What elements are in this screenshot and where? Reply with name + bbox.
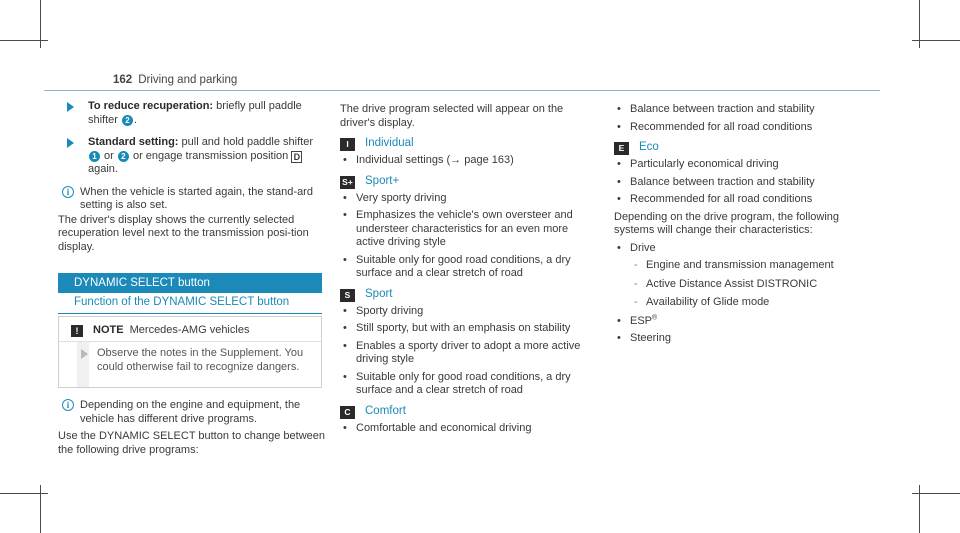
step-arrow-icon	[81, 349, 88, 359]
step-text: pull and hold paddle shifter	[178, 136, 313, 148]
drive-program-individual-icon: I	[340, 138, 355, 151]
step-text: briefly pull paddle shifter	[88, 100, 302, 126]
drive-program-eco-icon: E	[614, 142, 629, 155]
info-note	[58, 186, 326, 213]
note-label: NOTE	[93, 324, 124, 336]
body-paragraph: Depending on the drive program, the following systems will change their characteristics:	[614, 210, 840, 236]
subsection-title: Function of the DYNAMIC SELECT button	[58, 296, 322, 314]
page-header	[113, 74, 237, 88]
list-item: • Recommended for all road conditions	[614, 121, 882, 135]
list-item: • Balance between traction and stability	[614, 176, 882, 190]
drive-program-sport-plus-icon: S+	[340, 176, 355, 189]
list-item: • Individual settings (→ page 163)	[340, 154, 595, 168]
list-item: • Balance between traction and stability	[614, 103, 882, 117]
chapter-title: Driving and parking	[138, 74, 238, 86]
sub-list-item: - Engine and transmission management	[614, 259, 882, 273]
column-middle	[340, 103, 595, 439]
drive-program-list	[340, 137, 595, 435]
instruction-step	[58, 136, 326, 177]
body-paragraph: The driver's display shows the currently selected recuperation level next to the transmission posi-tion display.	[58, 213, 309, 253]
step-arrow-icon	[67, 138, 74, 148]
drive-program-sport-icon: S	[340, 289, 355, 302]
drive-program-name: Individual	[365, 137, 414, 149]
transmission-d-icon: D	[291, 151, 302, 163]
drive-program-comfort-icon: C	[340, 406, 355, 419]
drive-program-name: Comfort	[365, 404, 406, 417]
step-text: .	[134, 113, 138, 126]
crop-mark	[912, 493, 960, 494]
list-item: • Steering	[614, 332, 882, 346]
step-text: or engage transmission position	[129, 149, 292, 162]
note-box	[58, 316, 322, 388]
step-text: again.	[88, 163, 118, 175]
list-item: • Drive	[614, 242, 882, 256]
registered-mark: ®	[652, 313, 658, 321]
drive-program-name: Sport+	[365, 174, 400, 187]
callout-number-icon: 1	[89, 151, 100, 162]
section-title: DYNAMIC SELECT button	[58, 273, 322, 293]
list-item: • Enables a sporty driver to adopt a more active driving style	[340, 340, 595, 367]
list-item-text: ESP	[630, 314, 653, 327]
crop-mark	[0, 40, 48, 41]
list-item: • Still sporty, but with an emphasis on stability	[340, 322, 595, 336]
warning-icon: !	[71, 325, 83, 337]
note-divider	[59, 341, 321, 342]
list-item: • Recommended for all road conditions	[614, 193, 882, 207]
crop-mark	[912, 40, 960, 41]
callout-number-icon: 2	[122, 115, 133, 126]
list-item: • Emphasizes the vehicle's own oversteer and understeer characteristics for an even more active driving style	[340, 209, 595, 250]
list-item: • Particularly economical driving	[614, 158, 882, 172]
drive-program-heading	[340, 175, 595, 189]
drive-program-heading	[614, 141, 882, 155]
step-text: or	[101, 149, 117, 162]
note-body	[97, 347, 317, 374]
list-item: • Suitable only for good road conditions, a dry surface and a clear stretch of road	[340, 254, 595, 281]
list-item: • Suitable only for good road conditions, a dry surface and a clear stretch of road	[340, 371, 595, 398]
body-paragraph: Use the DYNAMIC SELECT button to change between the following drive programs:	[58, 430, 325, 456]
info-text: Depending on the engine and equipment, the vehicle has different drive programs.	[80, 399, 301, 425]
drive-program-name: Eco	[639, 141, 659, 153]
step-arrow-icon	[67, 102, 74, 112]
note-text: Observe the notes in the Supplement. You could otherwise fail to recognize dangers.	[97, 347, 304, 373]
sub-list-item: - Availability of Glide mode	[614, 296, 882, 310]
step-heading: To reduce recuperation:	[88, 100, 214, 112]
drive-program-heading	[340, 405, 595, 419]
list-item: • Sporty driving	[340, 305, 595, 319]
body-paragraph: The drive program selected will appear on the driver's display.	[340, 103, 564, 129]
crop-mark	[0, 493, 48, 494]
header-rule	[44, 90, 880, 91]
drive-program-name: Sport	[365, 287, 393, 300]
info-icon: i	[62, 399, 74, 411]
drive-program-heading	[340, 288, 595, 302]
list-item: • Very sporty driving	[340, 192, 595, 206]
column-left-bottom	[58, 399, 326, 457]
callout-number-icon: 2	[118, 151, 129, 162]
drive-program-heading	[340, 137, 595, 151]
column-left	[58, 100, 326, 254]
info-text: When the vehicle is started again, the stand-ard setting is also set.	[80, 185, 313, 211]
list-item	[614, 315, 882, 329]
column-right	[614, 103, 882, 350]
info-note	[58, 399, 326, 426]
page-number: 162	[113, 74, 133, 86]
instruction-step	[58, 100, 326, 127]
note-header	[71, 324, 249, 338]
sub-list-item: - Active Distance Assist DISTRONIC	[614, 278, 882, 292]
step-heading: Standard setting:	[88, 136, 179, 148]
list-item: • Comfortable and economical driving	[340, 422, 595, 436]
note-title: Mercedes-AMG vehicles	[129, 324, 250, 336]
info-icon: i	[62, 186, 74, 198]
